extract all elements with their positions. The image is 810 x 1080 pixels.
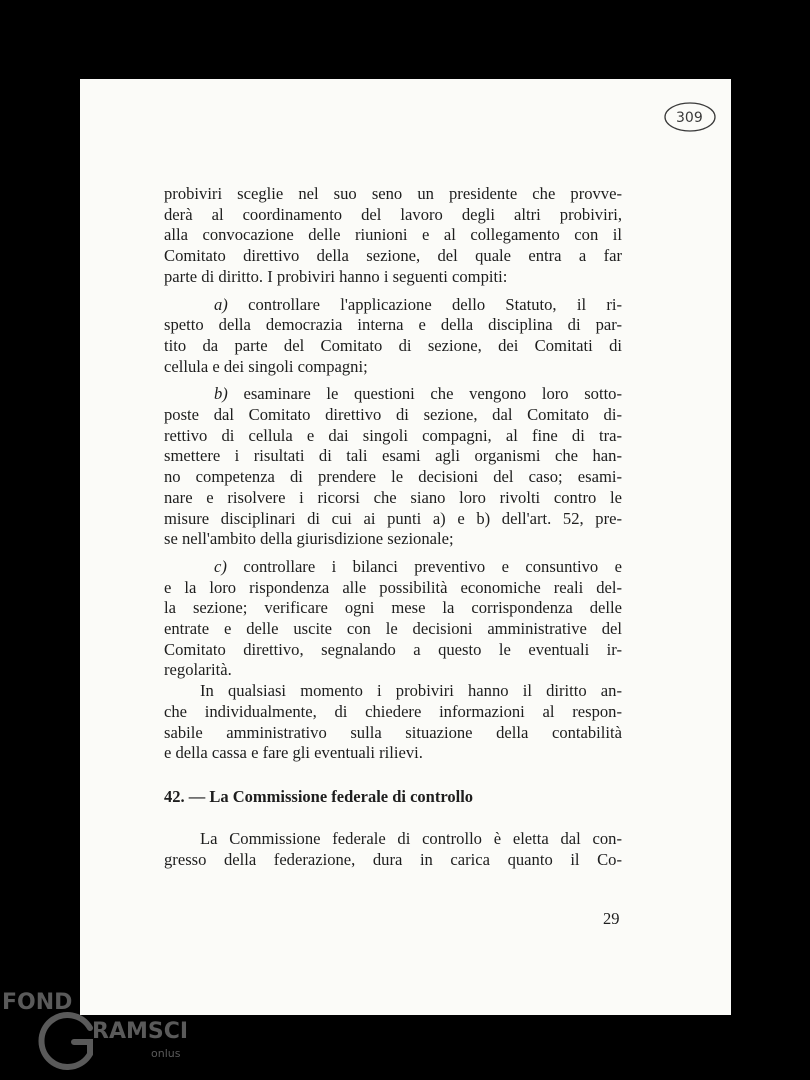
paragraph-item-c (164, 557, 622, 681)
text-line: gresso della federazione, dura in carica quanto il Co- (164, 849, 622, 869)
paragraph-item-b (164, 384, 622, 550)
paragraph-closing (164, 681, 622, 764)
item-marker: a) (214, 294, 228, 314)
logo-text-fond: FOND (2, 990, 73, 1015)
page-number: 29 (603, 909, 620, 928)
text-line: alla convocazione delle riunioni e al collegamento con il (164, 225, 622, 245)
handwritten-page-mark-text: 309 (676, 110, 703, 126)
handwritten-page-mark (662, 99, 718, 135)
text-line (164, 557, 622, 578)
text-line: la sezione; verificare ogni mese la corrispondenza delle (164, 598, 622, 618)
text-line: Comitato direttivo della sezione, del quale entra a far (164, 246, 622, 266)
text-line: parte di diritto. I probiviri hanno i seguenti compiti: (164, 266, 508, 286)
logo-text-gramsci: RAMSCI (92, 1019, 189, 1044)
text-line: rettivo di cellula e dai singoli compagni, al fine di tra- (164, 425, 622, 445)
body-text (164, 184, 622, 764)
item-marker: b) (214, 384, 228, 404)
text-line: In qualsiasi momento i probiviri hanno il diritto an- (200, 681, 622, 701)
text-line: La Commissione federale di controllo è eletta dal con- (200, 829, 622, 848)
text-line: poste dal Comitato direttivo di sezione, dal Comitato di- (164, 405, 622, 425)
item-marker: c) (214, 556, 227, 576)
fondazione-gramsci-logo (0, 988, 220, 1080)
paragraph-item-a (164, 295, 622, 378)
text-line: tito da parte del Comitato di sezione, dei Comitati di (164, 335, 622, 355)
text-line-content: esaminare le questioni che vengono loro sotto- (243, 384, 623, 404)
text-line: entrate e delle uscite con le decisioni amministrative del (164, 619, 622, 639)
text-line-content: controllare l'applicazione dello Statuto, il ri- (248, 294, 622, 314)
section-paragraph (164, 829, 622, 870)
text-line: cellula e dei singoli compagni; (164, 356, 368, 376)
text-line: nare e risolvere i ricorsi che siano loro rivolti contro le (164, 487, 622, 507)
text-line: derà al coordinamento del lavoro degli altri probiviri, (164, 204, 622, 224)
text-line: e la loro rispondenza alle possibilità economiche reali del- (164, 577, 622, 597)
text-line: che individualmente, di chiedere informazioni al respon- (164, 701, 622, 721)
logo-g-icon (30, 1010, 100, 1070)
text-line: regolarità. (164, 660, 232, 680)
text-line: e della cassa e fare gli eventuali rilievi. (164, 743, 423, 763)
text-line (164, 295, 622, 316)
text-line (164, 384, 622, 405)
text-line: smettere i risultati di tali esami agli organismi che han- (164, 446, 622, 466)
text-line: se nell'ambito della giurisdizione sezionale; (164, 529, 454, 549)
text-line: misure disciplinari di cui ai punti a) e b) dell'art. 52, pre- (164, 508, 622, 528)
text-line-content: controllare i bilanci preventivo e consuntivo e (243, 556, 622, 576)
logo-text-onlus: onlus (151, 1047, 181, 1060)
text-line: Comitato direttivo, segnalando a questo le eventuali ir- (164, 639, 622, 659)
text-line: spetto della democrazia interna e della disciplina di par- (164, 315, 622, 335)
text-line: probiviri sceglie nel suo seno un presidente che provve- (164, 184, 622, 203)
section-heading: 42. — La Commissione federale di controllo (164, 787, 474, 806)
text-line: no competenza di prendere le decisioni del caso; esami- (164, 467, 622, 487)
paragraph-intro (164, 184, 622, 288)
text-line: sabile amministrativo sulla situazione della contabilità (164, 722, 622, 742)
